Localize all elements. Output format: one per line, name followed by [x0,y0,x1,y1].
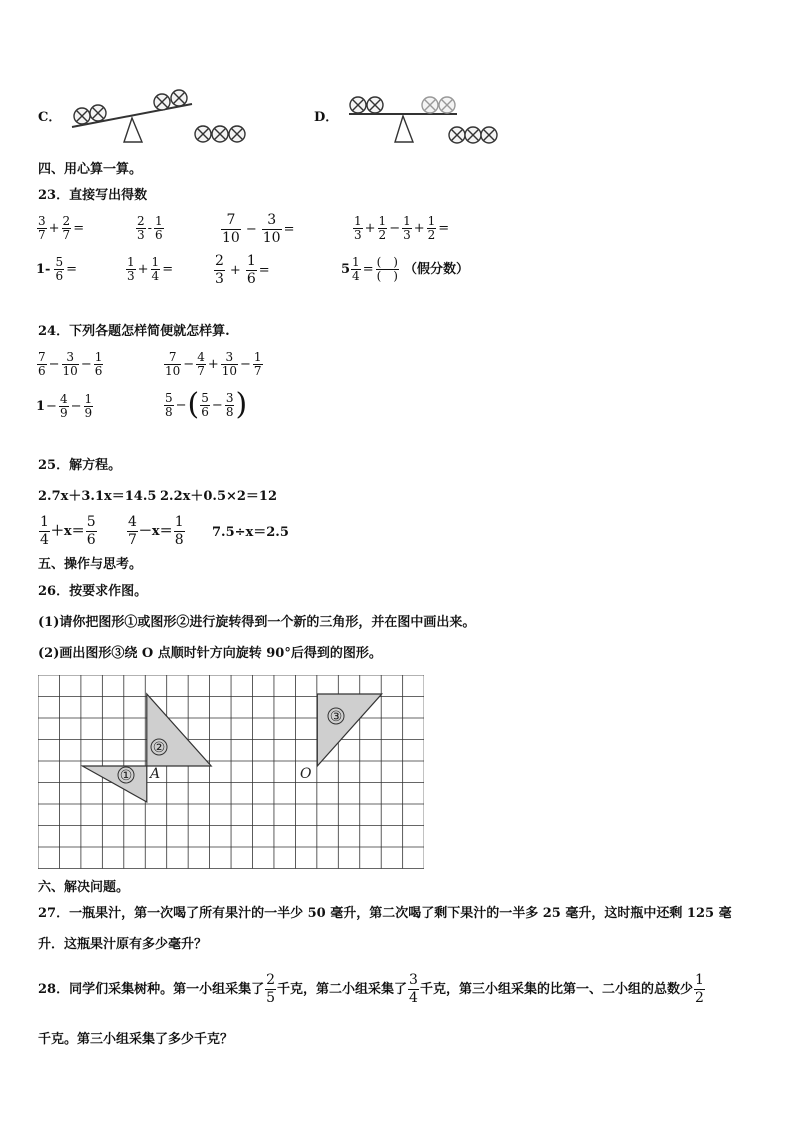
q24-expr-2: $\frac{7}{10}$ − $\frac{4}{7}$ + $\frac{3}{10}$ − $\frac{1}{7}$ [165,350,262,378]
q26-part-1: (1)请你把图形①或图形②进行旋转得到一个新的三角形，并在图中画出来。 [38,615,476,630]
q23-expr-1: $\frac{3}{7}$ + $\frac{2}{7}$ = [38,214,85,242]
q24-expr-4: $\frac{5}{8}$ − ( $\frac{5}{6}$ − $\frac{3}{8}$ ) [165,387,248,422]
q27-line-2: 升．这瓶果汁原有多少毫升？ [38,937,208,952]
q24-expr-3: 1 − $\frac{4}{9}$ − $\frac{1}{9}$ [36,392,93,420]
shape-1-label: ① [119,768,133,784]
section-6-title: 六、解决问题。 [38,880,130,895]
point-o-label: O [300,766,312,782]
q25-equation-1: 2.7x＋3.1x＝14.5 [38,489,157,504]
q26-grid-figure [38,675,424,869]
q23-expr-4: $\frac{1}{3}$ + $\frac{1}{2}$ − $\frac{1}{3}$ + $\frac{1}{2}$ = [354,214,450,242]
q23-expr-2: $\frac{2}{3}$ - $\frac{1}{6}$ [137,214,163,242]
shape-1 [82,766,146,802]
q25-title: 25．解方程。 [38,458,122,473]
q23-expr-3: $\frac{7}{10}$ − $\frac{3}{10}$ = [222,212,295,246]
balance-d-image [345,88,505,148]
q23-expr-5: 1- $\frac{5}{6}$ = [36,255,77,283]
option-c-label: C． [38,110,62,125]
q23-title: 23．直接写出得数 [38,188,148,203]
q26-title: 26．按要求作图。 [38,584,148,599]
q23-expr-8: 5 $\frac{1}{4}$ = $\frac{( )}{( )}$ （假分数） [341,255,469,283]
shape-3 [317,694,381,766]
q23-expr-6: $\frac{1}{3}$ + $\frac{1}{4}$ = [127,255,174,283]
point-a-label: A [150,766,161,782]
q28-line-2: 千克。第三小组采集了多少千克？ [38,1032,234,1047]
section-5-title: 五、操作与思考。 [38,557,143,572]
q25-equation-2: 2.2x＋0.5×2＝12 [160,489,278,504]
q25-equation-3: $\frac{1}{4}$ ＋x＝ $\frac{5}{6}$ [40,514,96,548]
q23-expr-7: $\frac{2}{3}$ + $\frac{1}{6}$ = [215,253,270,287]
q26-part-2: (2)画出图形③绕 O 点顺时针方向旋转 90°后得到的图形。 [38,646,382,661]
weight-circle [74,108,90,124]
q25-equation-5: 7.5÷x＝2.5 [212,525,289,540]
shape-3-label: ③ [329,709,343,725]
balance-c-image [66,84,251,148]
shape-2-label: ② [152,740,166,756]
q28-line-1: 28．同学们采集树种。第一小组采集了 $\frac{2}{5}$ 千克，第二小组采集了 $\frac{3}{4}$ 千克，第三小组采集的比第一、二小组的总数少 $\frac{1}{2}$ [38,972,704,1006]
q27-line-1: 27．一瓶果汁，第一次喝了所有果汁的一半少 50 毫升，第二次喝了剩下果汁的一半多 25 毫升，这时瓶中还剩 125 毫 [38,906,732,921]
q25-equation-4: $\frac{4}{7}$ －x＝ $\frac{1}{8}$ [128,514,184,548]
q24-title: 24．下列各题怎样简便就怎样算. [38,324,230,339]
q24-expr-1: $\frac{7}{6}$ − $\frac{3}{10}$ − $\frac{1}{6}$ [38,350,103,378]
option-d-label: D． [314,110,339,125]
section-4-title: 四、用心算一算。 [38,162,143,177]
